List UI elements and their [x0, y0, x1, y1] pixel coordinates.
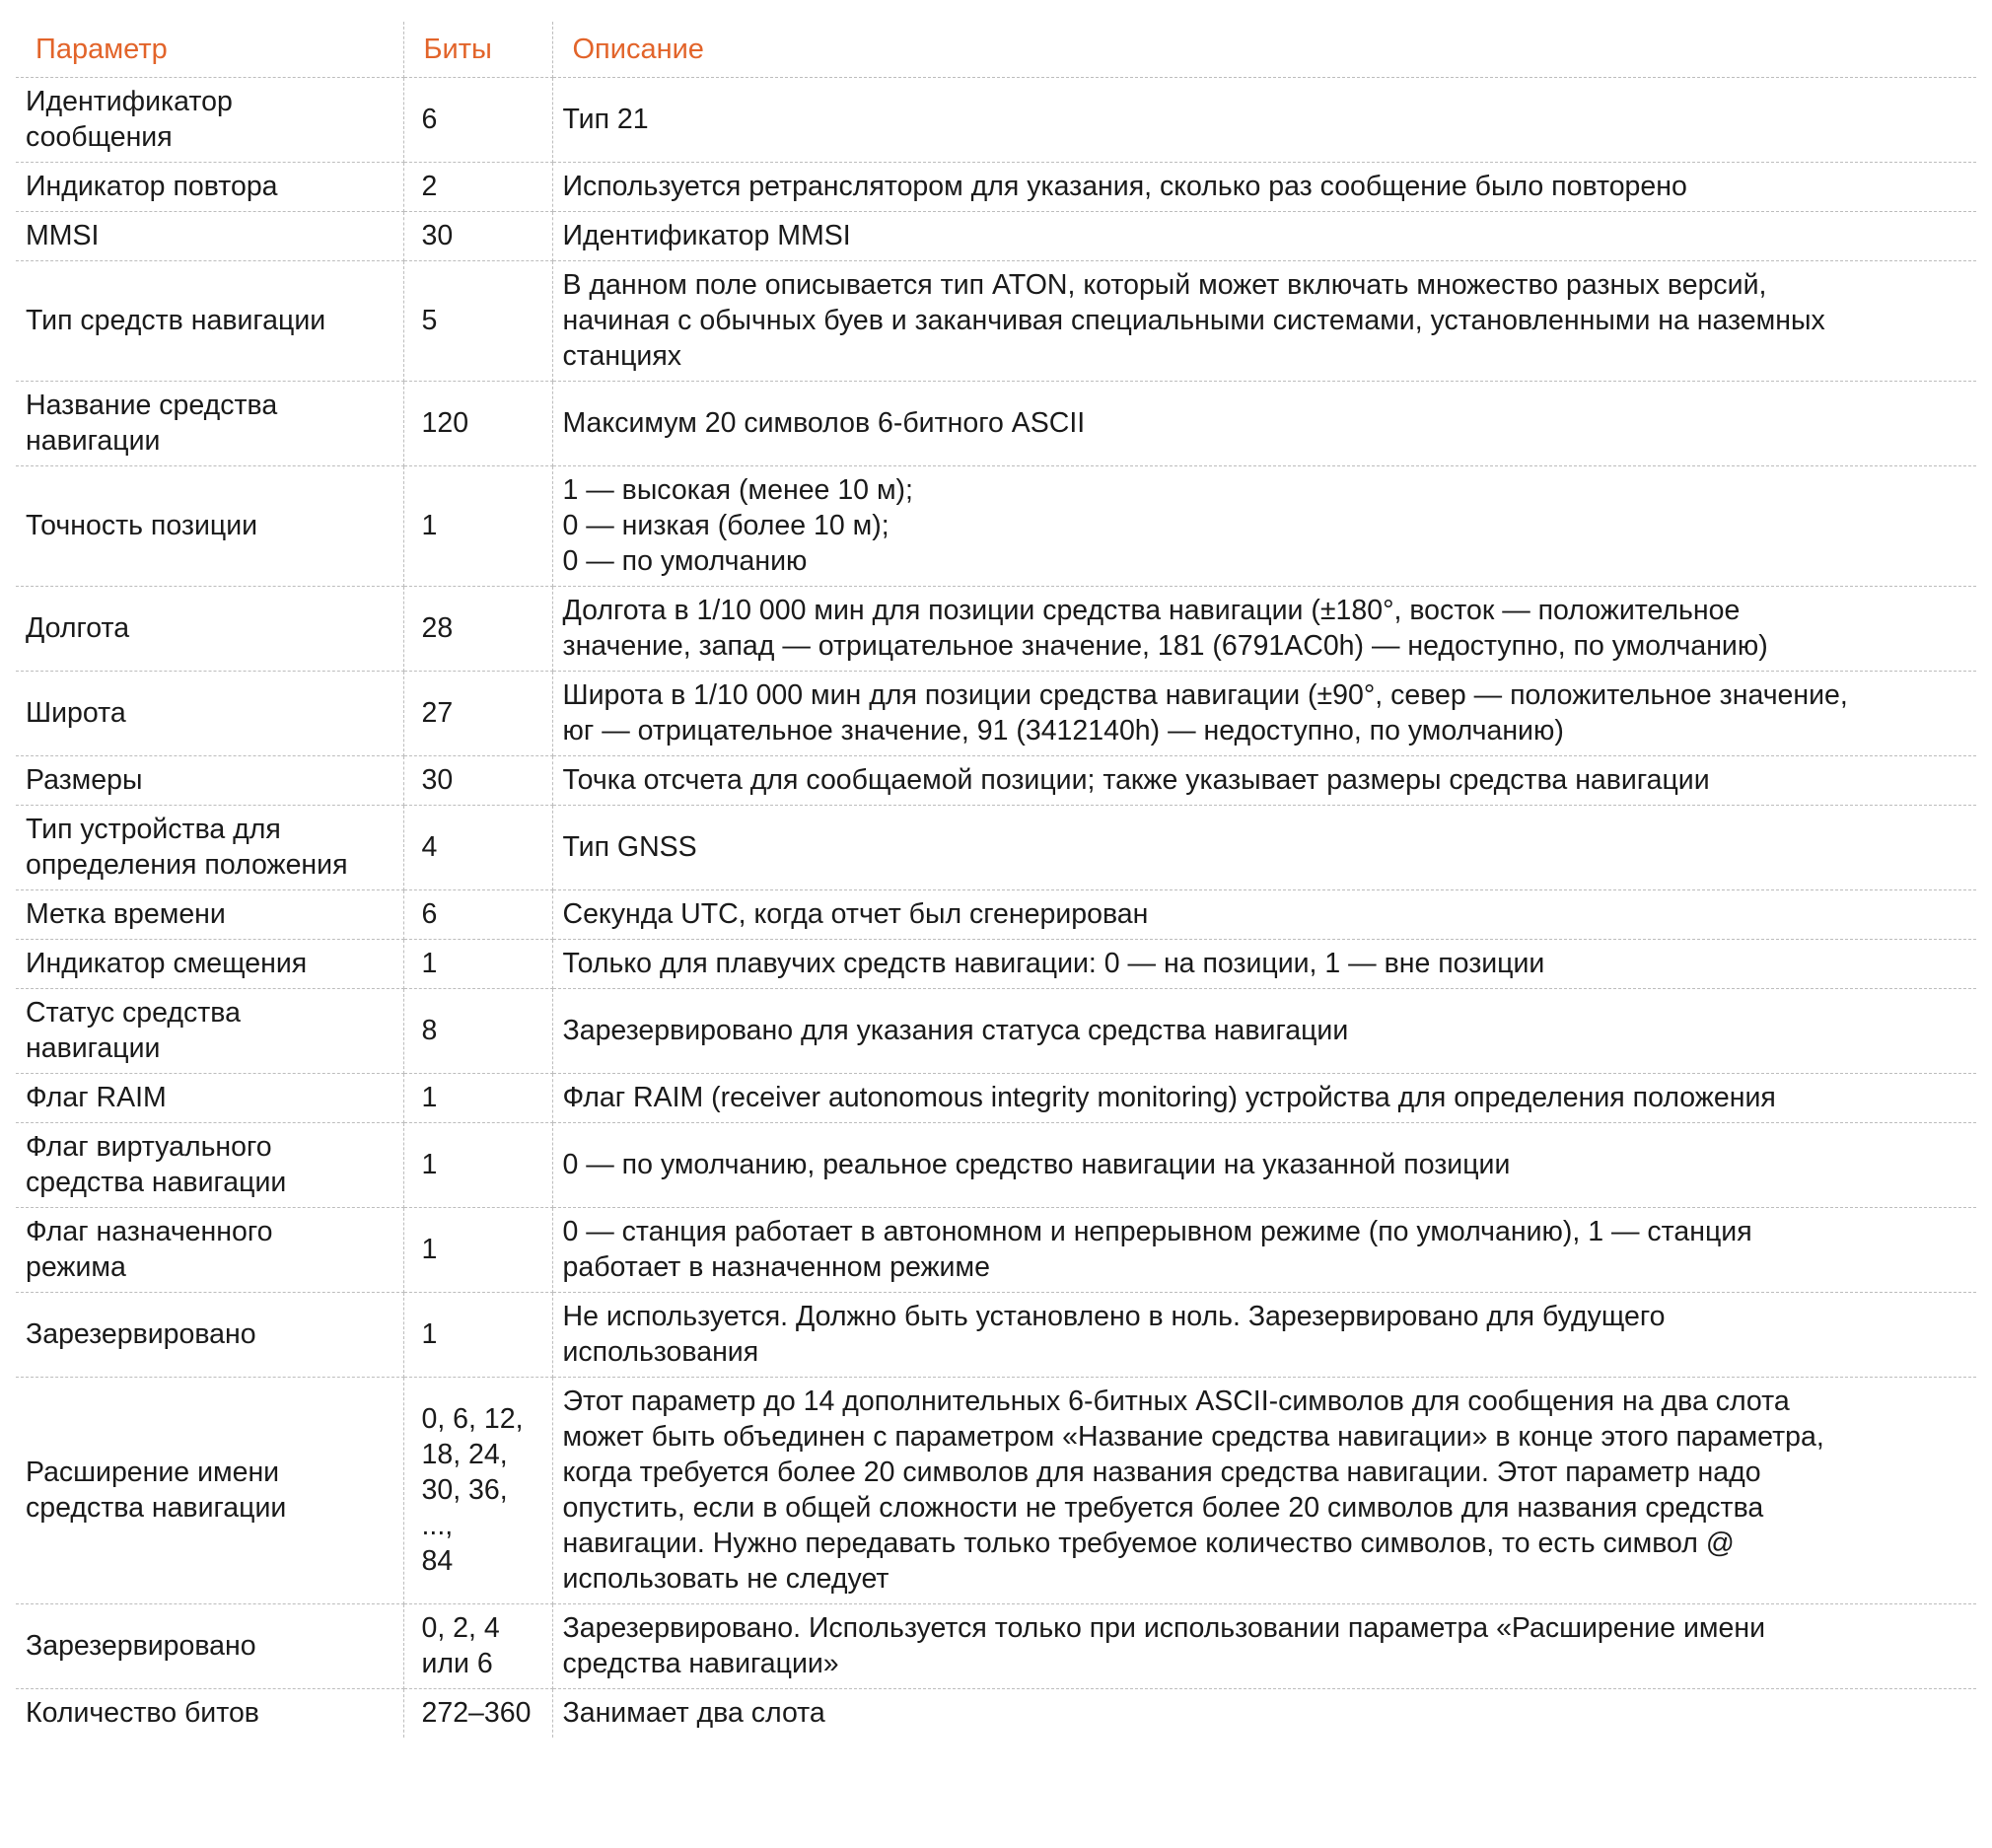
param-cell: [16, 1123, 403, 1208]
param-cell-text: Статус средства навигации: [26, 997, 241, 1064]
desc-cell: [552, 587, 1976, 672]
param-cell-text: Флаг назначенного режима: [26, 1216, 273, 1283]
param-cell: [16, 1208, 403, 1293]
param-cell: [16, 212, 403, 261]
bits-cell-text: 28: [421, 612, 454, 644]
desc-cell-text: Занимает два слота: [562, 1697, 825, 1729]
desc-cell-text: 0 — станция работает в автономном и непрерывном режиме (по умолчанию), 1 — станция работает в назначенном режиме: [562, 1216, 1752, 1283]
param-cell-text: Тип средств навигации: [26, 305, 326, 336]
desc-cell: [552, 261, 1976, 382]
bits-cell: [403, 587, 552, 672]
bits-cell: [403, 1293, 552, 1378]
param-cell: [16, 989, 403, 1074]
desc-cell: [552, 1689, 1976, 1739]
param-cell: [16, 466, 403, 587]
table-row: [16, 1074, 1976, 1123]
desc-cell: [552, 940, 1976, 989]
param-cell-text: Расширение имени средства навигации: [26, 1457, 287, 1524]
param-cell: [16, 382, 403, 466]
desc-cell-text: Максимум 20 символов 6-битного ASCII: [562, 407, 1086, 439]
desc-cell-text: Используется ретранслятором для указания, сколько раз сообщение было повторено: [562, 171, 1687, 202]
table-row: [16, 1604, 1976, 1689]
param-cell: [16, 261, 403, 382]
bits-cell-text: 6: [421, 898, 438, 930]
param-cell: [16, 1689, 403, 1739]
table-row: [16, 1378, 1976, 1604]
param-cell: [16, 587, 403, 672]
param-cell: [16, 1074, 403, 1123]
bits-cell-text: 5: [421, 305, 438, 336]
param-cell: [16, 940, 403, 989]
bits-cell-text: 1: [421, 510, 438, 541]
header-bits: Биты: [403, 22, 552, 78]
bits-cell-text: 1: [421, 1082, 438, 1113]
desc-cell-text: Долгота в 1/10 000 мин для позиции средства навигации (±180°, восток — положительное значение, запад — отрицательное значение, 181 (6791AC0h) — недоступно, по умолчанию): [562, 595, 1768, 662]
desc-cell-text: Этот параметр до 14 дополнительных 6-битных ASCII-символов для сообщения на два слота может быть объединен с параметром «Название средства навигации» в конце этого параметра, когда требуется более 20 символов для названия средства навигации. Этот параметр надо опустить, если в общей сложности не требуется более 20 символов для названия средства навигации. Нужно передавать только требуемое количество символов, то есть символ @ использовать не следует: [562, 1386, 1824, 1595]
param-cell-text: Долгота: [26, 612, 130, 644]
table-row: [16, 382, 1976, 466]
desc-cell-text: Не используется. Должно быть установлено в ноль. Зарезервировано для будущего использования: [562, 1301, 1666, 1368]
header-row: [16, 22, 1976, 78]
param-cell-text: Индикатор смещения: [26, 948, 308, 979]
desc-cell: [552, 890, 1976, 940]
bits-cell: [403, 1604, 552, 1689]
header-param: Параметр: [16, 22, 403, 78]
desc-cell-text: Точка отсчета для сообщаемой позиции; также указывает размеры средства навигации: [562, 764, 1710, 796]
desc-cell: [552, 382, 1976, 466]
desc-cell: [552, 756, 1976, 806]
table-row: [16, 78, 1976, 163]
param-cell-text: Зарезервировано: [26, 1630, 256, 1662]
desc-cell: [552, 989, 1976, 1074]
bits-cell: [403, 382, 552, 466]
param-cell-text: Метка времени: [26, 898, 226, 930]
param-cell: [16, 890, 403, 940]
param-cell-text: Флаг RAIM: [26, 1082, 167, 1113]
param-cell-text: Размеры: [26, 764, 143, 796]
bits-cell: [403, 261, 552, 382]
bits-cell-text: 2: [421, 171, 438, 202]
bits-cell-text: 0, 2, 4 или 6: [421, 1612, 500, 1679]
param-cell-text: Индикатор повтора: [26, 171, 278, 202]
bits-cell: [403, 672, 552, 756]
bits-cell: [403, 756, 552, 806]
desc-cell: [552, 1123, 1976, 1208]
param-cell-text: Тип устройства для определения положения: [26, 814, 348, 881]
bits-cell: [403, 806, 552, 890]
desc-cell: [552, 1074, 1976, 1123]
param-cell-text: Точность позиции: [26, 510, 258, 541]
bits-cell: [403, 890, 552, 940]
table-row: [16, 890, 1976, 940]
param-cell: [16, 1378, 403, 1604]
bits-cell-text: 30: [421, 764, 454, 796]
bits-cell: [403, 163, 552, 212]
bits-cell: [403, 1208, 552, 1293]
param-cell: [16, 1293, 403, 1378]
desc-cell: [552, 1208, 1976, 1293]
table-row: [16, 212, 1976, 261]
bits-cell: [403, 989, 552, 1074]
table-row: [16, 1689, 1976, 1739]
table-row: [16, 1293, 1976, 1378]
bits-cell: [403, 1378, 552, 1604]
bits-cell-text: 6: [421, 104, 438, 135]
desc-cell: [552, 806, 1976, 890]
table-row: [16, 466, 1976, 587]
desc-cell: [552, 672, 1976, 756]
param-cell: [16, 78, 403, 163]
param-cell: [16, 163, 403, 212]
bits-cell-text: 120: [421, 407, 469, 439]
table-row: [16, 261, 1976, 382]
header-desc: Описание: [552, 22, 1976, 78]
desc-cell-text: Идентификатор MMSI: [562, 220, 851, 251]
param-cell: [16, 806, 403, 890]
bits-cell: [403, 1689, 552, 1739]
bits-cell: [403, 466, 552, 587]
desc-cell: [552, 1293, 1976, 1378]
table-body: [16, 78, 1976, 1739]
bits-cell: [403, 1123, 552, 1208]
desc-cell: [552, 466, 1976, 587]
bits-cell-text: 4: [421, 831, 438, 863]
bits-cell: [403, 78, 552, 163]
param-cell-text: Количество битов: [26, 1697, 259, 1729]
bits-cell: [403, 212, 552, 261]
param-cell-text: Флаг виртуального средства навигации: [26, 1131, 287, 1198]
table-row: [16, 989, 1976, 1074]
desc-cell-text: 0 — по умолчанию, реальное средство навигации на указанной позиции: [562, 1149, 1511, 1180]
param-cell-text: Идентификатор сообщения: [26, 86, 233, 153]
desc-cell-text: В данном поле описывается тип ATON, который может включать множество разных версий, начиная с обычных буев и заканчивая специальными системами, установленными на наземных станциях: [562, 269, 1825, 372]
table-row: [16, 587, 1976, 672]
param-cell-text: MMSI: [26, 220, 100, 251]
bits-cell-text: 1: [421, 1234, 438, 1265]
desc-cell: [552, 212, 1976, 261]
desc-cell-text: Флаг RAIM (receiver autonomous integrity monitoring) устройства для определения положения: [562, 1082, 1776, 1113]
param-cell: [16, 672, 403, 756]
desc-cell-text: Зарезервировано. Используется только при использовании параметра «Расширение имени средства навигации»: [562, 1612, 1766, 1679]
bits-cell-text: 272–360: [421, 1697, 532, 1729]
table-header: [16, 22, 1976, 78]
param-cell: [16, 1604, 403, 1689]
param-cell-text: Название средства навигации: [26, 390, 278, 457]
table-row: [16, 1208, 1976, 1293]
desc-cell: [552, 78, 1976, 163]
desc-cell: [552, 1378, 1976, 1604]
bits-cell-text: 8: [421, 1015, 438, 1046]
desc-cell-text: Зарезервировано для указания статуса средства навигации: [562, 1015, 1349, 1046]
table-row: [16, 940, 1976, 989]
bits-cell-text: 27: [421, 697, 454, 729]
param-cell-text: Зарезервировано: [26, 1318, 256, 1350]
parameter-table: [16, 22, 1976, 1738]
desc-cell-text: Широта в 1/10 000 мин для позиции средства навигации (±90°, север — положительное значение, юг — отрицательное значение, 91 (3412140h) — недоступно, по умолчанию): [562, 679, 1848, 746]
bits-cell-text: 0, 6, 12, 18, 24, 30, 36, ..., 84: [421, 1403, 524, 1577]
param-cell-text: Широта: [26, 697, 126, 729]
bits-cell: [403, 940, 552, 989]
table-row: [16, 806, 1976, 890]
desc-cell-text: Тип GNSS: [562, 831, 697, 863]
desc-cell-text: 1 — высокая (менее 10 м); 0 — низкая (более 10 м); 0 — по умолчанию: [562, 474, 913, 577]
ais-message-21-table: [16, 22, 1976, 1738]
desc-cell: [552, 163, 1976, 212]
bits-cell-text: 30: [421, 220, 454, 251]
desc-cell: [552, 1604, 1976, 1689]
desc-cell-text: Только для плавучих средств навигации: 0 — на позиции, 1 — вне позиции: [562, 948, 1545, 979]
table-row: [16, 756, 1976, 806]
desc-cell-text: Секунда UTC, когда отчет был сгенерирован: [562, 898, 1149, 930]
desc-cell-text: Тип 21: [562, 104, 649, 135]
table-row: [16, 163, 1976, 212]
table-row: [16, 672, 1976, 756]
bits-cell-text: 1: [421, 1149, 438, 1180]
param-cell: [16, 756, 403, 806]
bits-cell-text: 1: [421, 1318, 438, 1350]
bits-cell: [403, 1074, 552, 1123]
bits-cell-text: 1: [421, 948, 438, 979]
table-row: [16, 1123, 1976, 1208]
